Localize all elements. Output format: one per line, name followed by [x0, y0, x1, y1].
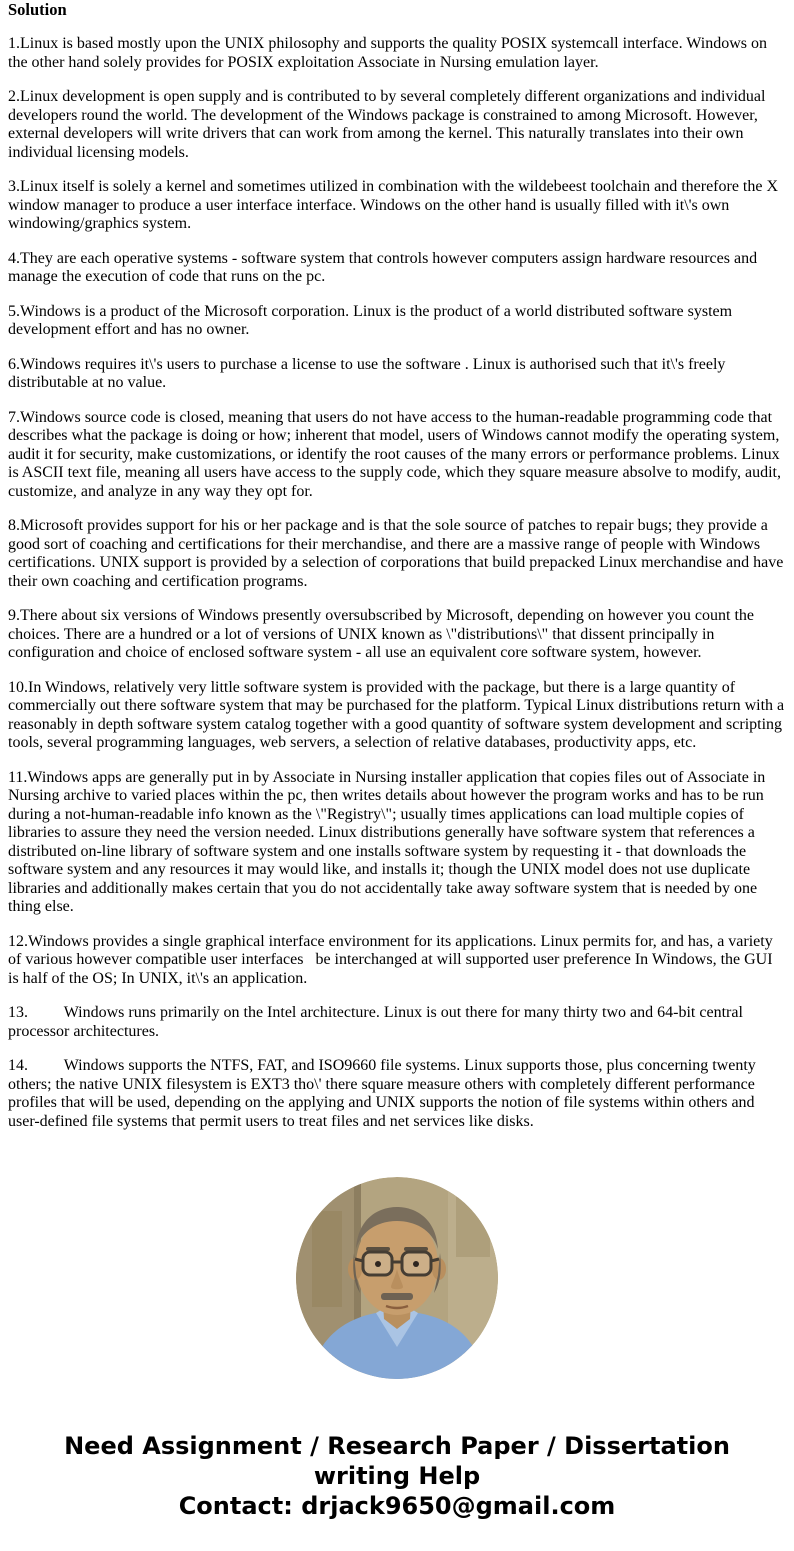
- solution-paragraph-9: 9.There about six versions of Windows presently oversubscribed by Microsoft, depending on however you count the choices. There are a hundred or a lot of versions of UNIX known as \"distributions\" that dissent principally in configuration and choice of enclosed software system - all use an equivalent core software system, however.: [8, 607, 759, 661]
- solution-paragraph-10: 10.In Windows, relatively very little software system is provided with the package, but there is a large quantity of commercially out there software system that may be purchased for the platform. Typical Linux distributions return with a reasonably in depth software system catalog together with a good quantity of software system development and scripting tools, several programming languages, web servers, a selection of relative databases, productivity apps, etc.: [8, 678, 789, 751]
- footer-contact-text: Contact: drjack9650@gmail.com: [178, 1492, 616, 1520]
- solution-paragraph-6: 6.Windows requires it\'s users to purchase a license to use the software . Linux is authorised such that it\'s freely distributable at no value.: [8, 355, 730, 391]
- solution-paragraph-7: 7.Windows source code is closed, meaning that users do not have access to the human-readable programming code that describes what the package is doing or how; inherent that model, users of Windows cannot modify the operating system, audit it for security, make customizations, or identify the root causes of the many errors or performance problems. Linux is ASCII text file, meaning all users have access to the supply code, which they square measure absolve to modify, audit, customize, and analyze in any way they opt for.: [8, 408, 785, 500]
- page-title: Solution: [8, 0, 67, 19]
- solution-paragraph-8: 8.Microsoft provides support for his or her package and is that the sole source of patches to repair bugs; they provide a good sort of coaching and certifications for their merchandise, and there are a massive range of people with Windows certifications. UNIX support is provided by a selection of corporations that build prepacked Linux merchandise and have their own coaching and certification programs.: [8, 517, 788, 590]
- footer: [18, 1431, 776, 1521]
- solution-paragraph-5: 5.Windows is a product of the Microsoft corporation. Linux is the product of a world distributed software system development effort and has no owner.: [8, 302, 737, 338]
- solution-paragraph-11: 11.Windows apps are generally put in by Associate in Nursing installer application that copies files out of Associate in Nursing archive to varied places within the pc, then writes details about however the program works and has to be run during a not-human-readable info known as the \"Registry\"; usually times applications can load multiple copies of libraries to assure they need the version needed. Linux distributions generally have software system that references a distributed on-line library of software system and one installs software system by requesting it - that downloads the software system and any resources it may would like, and installs it; though the UNIX model does not use duplicate libraries and additionally makes certain that you do not accidentally take away software system that is needed by one thing else.: [8, 768, 770, 915]
- solution-paragraph-13: 13. Windows runs primarily on the Intel architecture. Linux is out there for many thirty two and 64-bit central processor architectures.: [8, 1004, 747, 1040]
- solution-paragraph-14: 14. Windows supports the NTFS, FAT, and ISO9660 file systems. Linux supports those, plus concerning twenty others; the native UNIX filesystem is EXT3 tho\' there square measure others with completely different performance profiles that will be used, depending on the applying and UNIX supports the notion of file systems within others and user-defined file systems that permit users to treat files and net services like disks.: [8, 1057, 760, 1130]
- avatar-photo: [296, 1177, 498, 1379]
- solution-paragraph-4: 4.They are each operative systems - software system that controls however computers assign hardware resources and manage the execution of code that runs on the pc.: [8, 249, 762, 285]
- avatar-container: [0, 1177, 794, 1379]
- solution-paragraph-1: 1.Linux is based mostly upon the UNIX philosophy and supports the quality POSIX systemcall interface. Windows on the other hand solely provides for POSIX exploitation Associate in Nursing emulation layer.: [8, 35, 771, 71]
- solution-paragraph-3: 3.Linux itself is solely a kernel and sometimes utilized in combination with the wildebeest toolchain and therefore the X window manager to produce a user interface interface. Windows on the other hand is usually filled with it\'s own windowing/graphics system.: [8, 178, 783, 232]
- solution-paragraph-2: 2.Linux development is open supply and is contributed to by several completely different organizations and individual developers round the world. The development of the Windows package is constrained to among Microsoft. However, external developers will write drivers that can work from among the kernel. This naturally translates into their own individual licensing models.: [8, 88, 770, 161]
- footer-help-text: Need Assignment / Research Paper / Dissertation writing Help: [64, 1432, 730, 1490]
- solution-paragraph-12: 12.Windows provides a single graphical interface environment for its applications. Linux permits for, and has, a variety of various however compatible user interfaces be interchanged at will supported user preference In Windows, the GUI is half of the OS; In UNIX, it\'s an application.: [8, 932, 777, 987]
